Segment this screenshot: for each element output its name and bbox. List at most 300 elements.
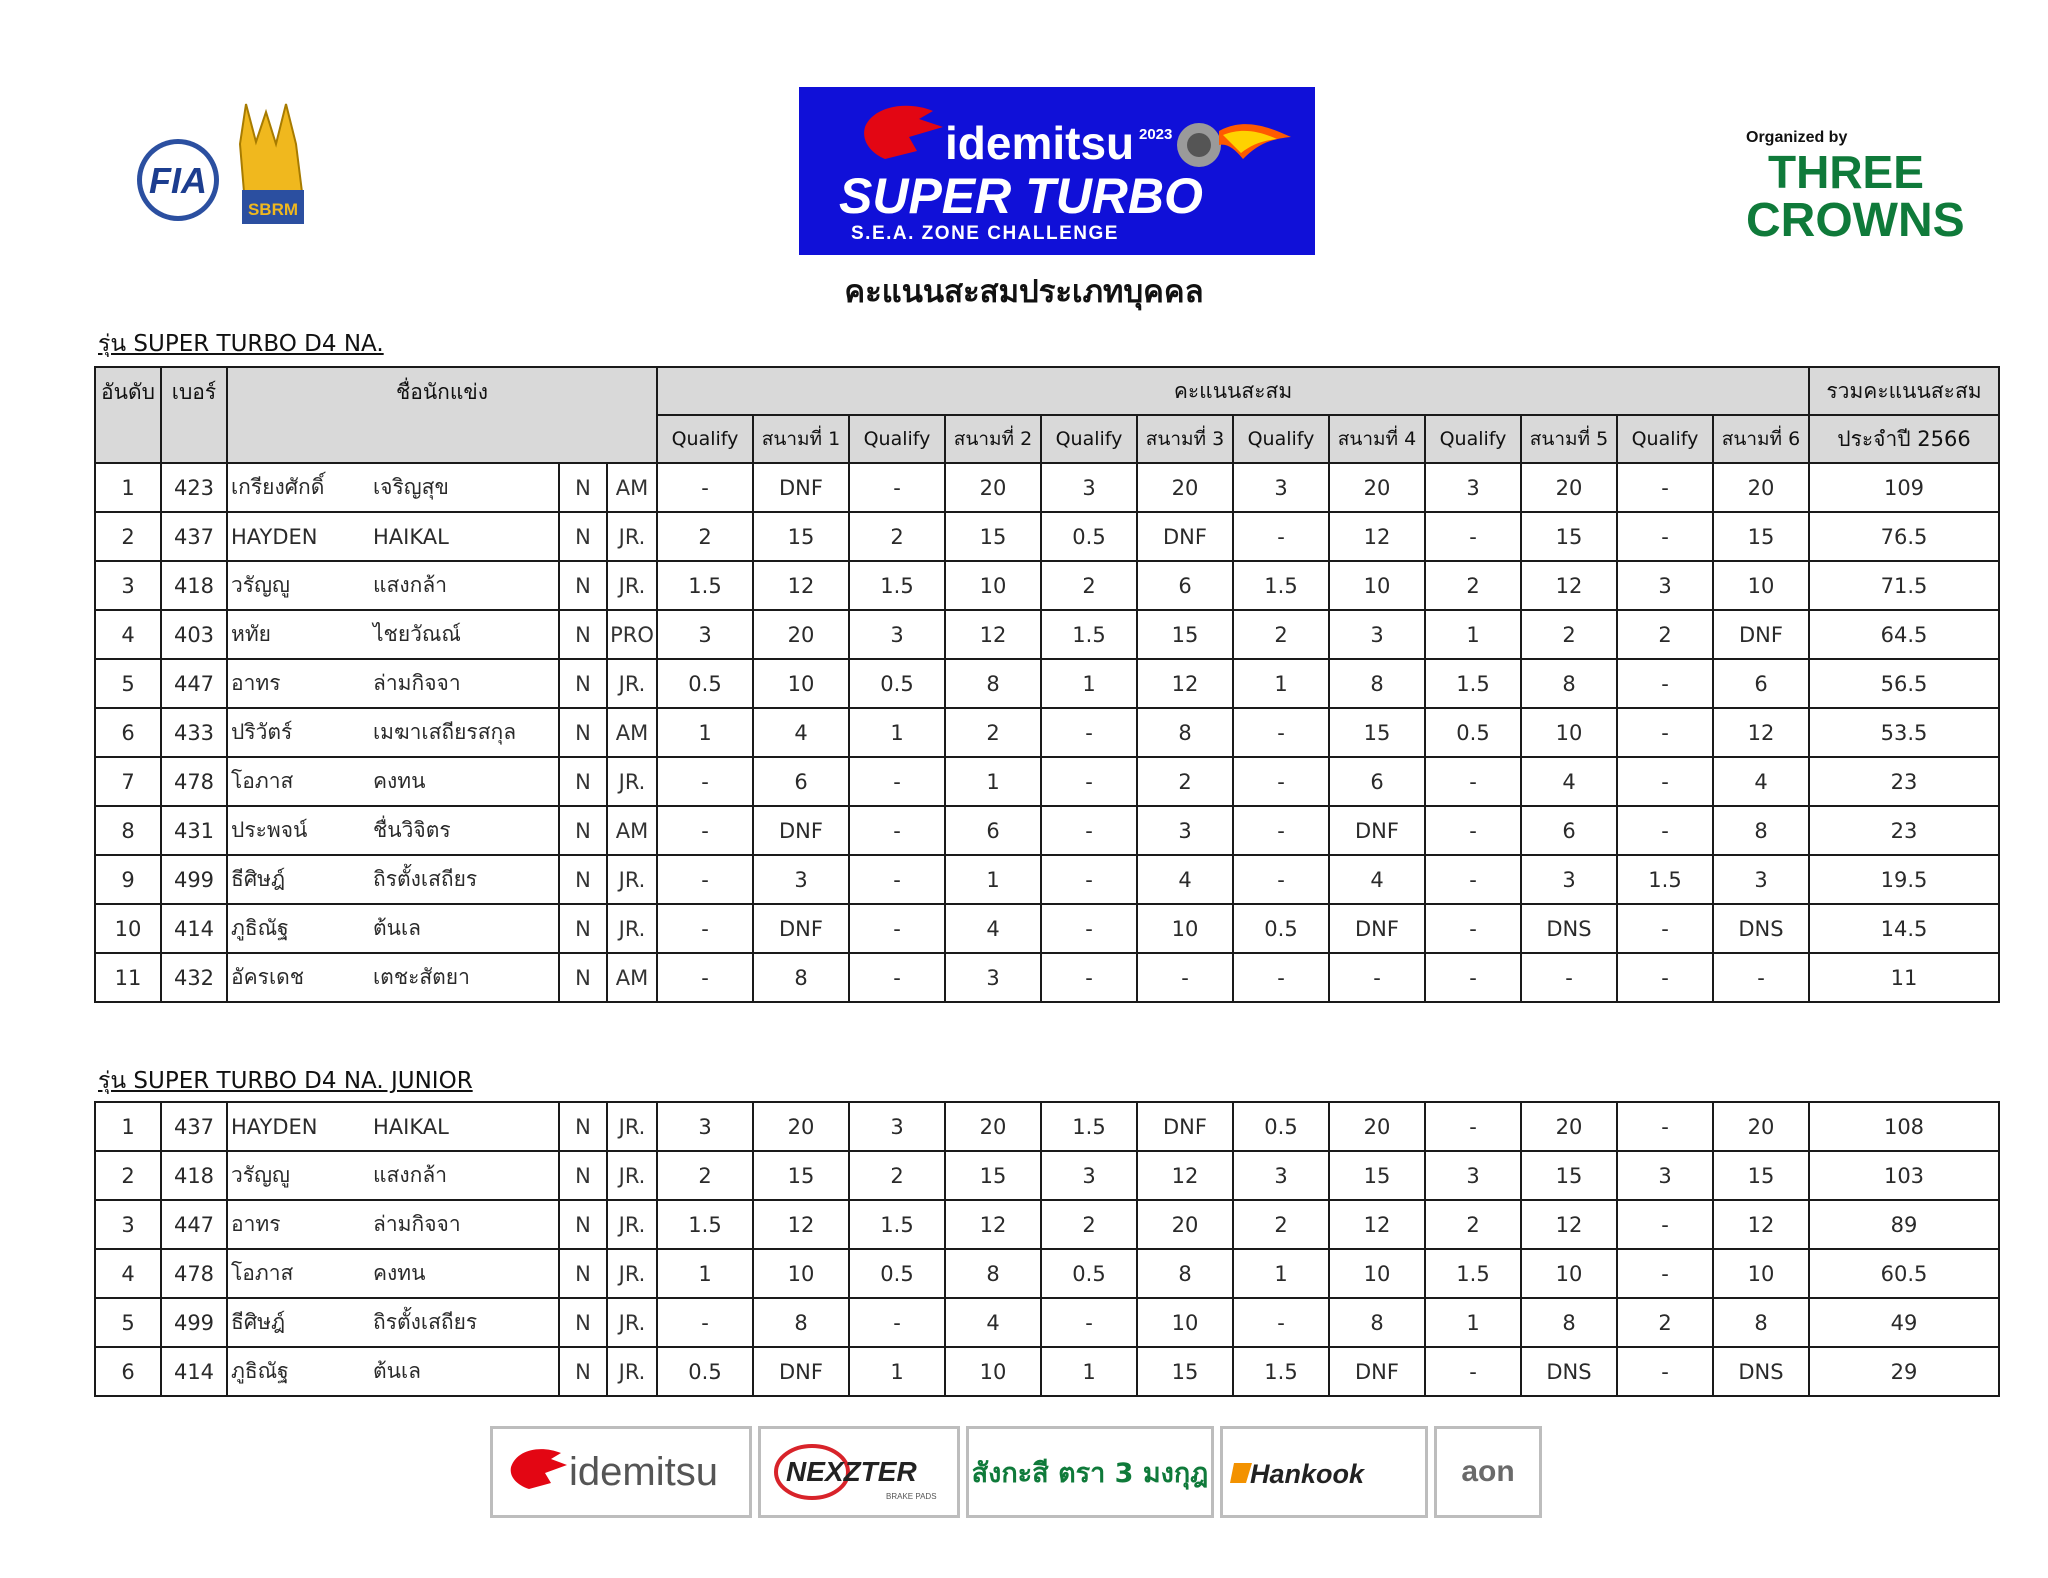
score-cell: 20: [1329, 1102, 1425, 1151]
score-cell: -: [1425, 757, 1521, 806]
rank-cell: 11: [95, 953, 161, 1002]
hankook-h-icon: [1230, 1463, 1252, 1483]
page-title: คะแนนสะสมประเภทบุคคล: [844, 274, 1204, 310]
first-name-cell: โอภาส: [227, 757, 367, 806]
total-cell: 109: [1809, 463, 1999, 512]
score-cell: 0.5: [1425, 708, 1521, 757]
score-cell: 20: [1137, 1200, 1233, 1249]
fia-logo: [137, 139, 219, 221]
nationality-cell: N: [559, 904, 607, 953]
score-cell: -: [849, 904, 945, 953]
score-cell: -: [1041, 855, 1137, 904]
table-row: [95, 1347, 1999, 1396]
score-cell: DNS: [1521, 1347, 1617, 1396]
score-cell: 20: [945, 1102, 1041, 1151]
last-name-cell: คงทน: [367, 1249, 559, 1298]
score-cell: 3: [849, 610, 945, 659]
rank-cell: 1: [95, 463, 161, 512]
sponsor-nexzter: [758, 1426, 960, 1518]
category-cell: JR.: [607, 855, 657, 904]
score-cell: 20: [1713, 1102, 1809, 1151]
score-cell: -: [1041, 904, 1137, 953]
score-cell: -: [1713, 953, 1809, 1002]
last-name-cell: ล่ามกิจจา: [367, 659, 559, 708]
class-title-d4-na-junior: รุ่น SUPER TURBO D4 NA. JUNIOR: [98, 1068, 473, 1094]
column-header-race-8: Qualify: [1425, 415, 1521, 463]
category-cell: JR.: [607, 1249, 657, 1298]
score-cell: 10: [1521, 708, 1617, 757]
last-name-cell: ชื่นวิจิตร: [367, 806, 559, 855]
score-cell: DNS: [1713, 904, 1809, 953]
last-name-cell: ล่ามกิจจา: [367, 1200, 559, 1249]
score-cell: -: [1041, 708, 1137, 757]
column-header-number: เบอร์: [161, 367, 227, 463]
table-row: [95, 757, 1999, 806]
number-cell: 478: [161, 757, 227, 806]
number-cell: 478: [161, 1249, 227, 1298]
number-cell: 418: [161, 561, 227, 610]
rank-cell: 6: [95, 1347, 161, 1396]
number-cell: 403: [161, 610, 227, 659]
score-cell: 1.5: [1233, 561, 1329, 610]
category-cell: AM: [607, 708, 657, 757]
score-cell: -: [1425, 806, 1521, 855]
score-cell: 8: [753, 953, 849, 1002]
score-cell: DNF: [1329, 806, 1425, 855]
score-cell: -: [1329, 953, 1425, 1002]
score-cell: DNS: [1713, 1347, 1809, 1396]
number-cell: 499: [161, 1298, 227, 1347]
table-row: [95, 708, 1999, 757]
score-cell: 20: [753, 1102, 849, 1151]
score-cell: DNF: [753, 806, 849, 855]
svg-text:Organized by: Organized by: [1746, 129, 1848, 146]
turbo-flame-icon: [1177, 123, 1291, 167]
score-cell: 4: [945, 904, 1041, 953]
score-cell: -: [1425, 512, 1521, 561]
score-cell: -: [1233, 512, 1329, 561]
total-cell: 71.5: [1809, 561, 1999, 610]
score-cell: -: [849, 855, 945, 904]
score-cell: 12: [945, 610, 1041, 659]
score-cell: -: [657, 1298, 753, 1347]
category-cell: JR.: [607, 1151, 657, 1200]
rank-cell: 5: [95, 659, 161, 708]
first-name-cell: ธีศิษฎ์: [227, 855, 367, 904]
rank-cell: 10: [95, 904, 161, 953]
score-cell: 2: [657, 512, 753, 561]
last-name-cell: คงทน: [367, 757, 559, 806]
score-cell: 10: [1521, 1249, 1617, 1298]
column-header-race-10: Qualify: [1617, 415, 1713, 463]
score-cell: DNS: [1521, 904, 1617, 953]
score-cell: -: [1425, 953, 1521, 1002]
score-cell: 2: [1617, 610, 1713, 659]
score-cell: 10: [945, 1347, 1041, 1396]
rank-cell: 6: [95, 708, 161, 757]
nationality-cell: N: [559, 708, 607, 757]
column-header-name: ชื่อนักแข่ง: [227, 367, 657, 463]
score-cell: 8: [1521, 659, 1617, 708]
svg-text:BRAKE PADS: BRAKE PADS: [886, 1492, 937, 1501]
first-name-cell: ภูธิณัฐ: [227, 1347, 367, 1396]
score-cell: 15: [753, 512, 849, 561]
sponsor-three-crowns-label: สังกะสี ตรา 3 มงกุฎ: [971, 1457, 1209, 1489]
score-cell: 1: [1041, 659, 1137, 708]
svg-text:THREE: THREE: [1768, 146, 1924, 198]
score-cell: 15: [1713, 1151, 1809, 1200]
score-cell: -: [849, 953, 945, 1002]
score-cell: -: [1425, 855, 1521, 904]
score-cell: -: [1137, 953, 1233, 1002]
column-header-race-3: สนามที่ 2: [945, 415, 1041, 463]
score-cell: DNF: [1713, 610, 1809, 659]
score-cell: 0.5: [849, 1249, 945, 1298]
score-cell: 2: [1521, 610, 1617, 659]
svg-text:S.E.A. ZONE CHALLENGE: S.E.A. ZONE CHALLENGE: [851, 223, 1119, 244]
score-cell: 10: [945, 561, 1041, 610]
number-cell: 414: [161, 904, 227, 953]
column-header-race-5: สนามที่ 3: [1137, 415, 1233, 463]
score-cell: 6: [753, 757, 849, 806]
number-cell: 423: [161, 463, 227, 512]
header-row-top: [95, 367, 1999, 415]
rank-cell: 7: [95, 757, 161, 806]
score-cell: 2: [1233, 1200, 1329, 1249]
score-cell: 8: [1713, 1298, 1809, 1347]
first-name-cell: ปริวัตร์: [227, 708, 367, 757]
score-cell: 15: [1521, 512, 1617, 561]
score-cell: 12: [1713, 708, 1809, 757]
category-cell: AM: [607, 806, 657, 855]
number-cell: 437: [161, 1102, 227, 1151]
score-cell: 3: [945, 953, 1041, 1002]
score-cell: 20: [1137, 463, 1233, 512]
score-cell: 8: [1329, 1298, 1425, 1347]
score-cell: 3: [1137, 806, 1233, 855]
score-cell: 3: [657, 1102, 753, 1151]
federation-logos: [96, 82, 336, 232]
score-cell: -: [1617, 1249, 1713, 1298]
standings-table-d4-na: [94, 366, 2000, 1003]
category-cell: JR.: [607, 561, 657, 610]
total-cell: 49: [1809, 1298, 1999, 1347]
score-cell: -: [1425, 904, 1521, 953]
score-cell: 6: [1329, 757, 1425, 806]
score-cell: -: [657, 806, 753, 855]
score-cell: 0.5: [657, 1347, 753, 1396]
score-cell: 4: [1521, 757, 1617, 806]
score-cell: 2: [1041, 1200, 1137, 1249]
score-cell: -: [1521, 953, 1617, 1002]
score-cell: 15: [1713, 512, 1809, 561]
score-cell: 8: [945, 659, 1041, 708]
score-cell: 1.5: [1425, 1249, 1521, 1298]
score-cell: 3: [1425, 463, 1521, 512]
number-cell: 431: [161, 806, 227, 855]
rank-cell: 4: [95, 610, 161, 659]
event-logo: [799, 87, 1315, 255]
score-cell: 4: [1329, 855, 1425, 904]
score-cell: -: [657, 953, 753, 1002]
score-cell: DNF: [753, 904, 849, 953]
rank-cell: 1: [95, 1102, 161, 1151]
total-cell: 64.5: [1809, 610, 1999, 659]
score-cell: 10: [753, 659, 849, 708]
score-cell: 20: [1521, 463, 1617, 512]
standings-table-d4-na-junior: [94, 1101, 2000, 1397]
score-cell: 8: [1137, 1249, 1233, 1298]
score-cell: 12: [1329, 1200, 1425, 1249]
nationality-cell: N: [559, 610, 607, 659]
total-cell: 108: [1809, 1102, 1999, 1151]
score-cell: DNF: [1137, 512, 1233, 561]
score-cell: -: [1617, 659, 1713, 708]
score-cell: -: [1233, 953, 1329, 1002]
sbrm-logo: [240, 104, 304, 224]
score-cell: -: [1617, 904, 1713, 953]
last-name-cell: เตชะสัตยา: [367, 953, 559, 1002]
score-cell: 3: [1233, 1151, 1329, 1200]
table-row: [95, 659, 1999, 708]
last-name-cell: HAIKAL: [367, 512, 559, 561]
number-cell: 437: [161, 512, 227, 561]
table-row: [95, 1151, 1999, 1200]
column-header-rank: อันดับ: [95, 367, 161, 463]
category-cell: AM: [607, 463, 657, 512]
score-cell: 12: [1137, 1151, 1233, 1200]
score-cell: 10: [1137, 1298, 1233, 1347]
score-cell: 12: [753, 561, 849, 610]
score-cell: 15: [1137, 1347, 1233, 1396]
column-header-race-4: Qualify: [1041, 415, 1137, 463]
score-cell: 10: [753, 1249, 849, 1298]
score-cell: 8: [753, 1298, 849, 1347]
sponsor-hankook: [1220, 1426, 1428, 1518]
score-cell: 12: [753, 1200, 849, 1249]
score-cell: 2: [1137, 757, 1233, 806]
last-name-cell: แสงกล้า: [367, 561, 559, 610]
score-cell: 1: [1233, 659, 1329, 708]
number-cell: 447: [161, 1200, 227, 1249]
score-cell: 1.5: [657, 561, 753, 610]
rank-cell: 3: [95, 561, 161, 610]
total-cell: 19.5: [1809, 855, 1999, 904]
score-cell: 15: [1137, 610, 1233, 659]
rank-cell: 8: [95, 806, 161, 855]
score-cell: 2: [1425, 1200, 1521, 1249]
score-cell: 1.5: [657, 1200, 753, 1249]
score-cell: 6: [945, 806, 1041, 855]
table-row: [95, 1249, 1999, 1298]
score-cell: 15: [945, 1151, 1041, 1200]
score-cell: 12: [1137, 659, 1233, 708]
last-name-cell: HAIKAL: [367, 1102, 559, 1151]
sponsor-aon: [1434, 1426, 1542, 1518]
category-cell: JR.: [607, 512, 657, 561]
score-cell: 10: [1329, 561, 1425, 610]
score-cell: -: [849, 1298, 945, 1347]
score-cell: DNF: [1329, 1347, 1425, 1396]
nationality-cell: N: [559, 806, 607, 855]
table-row: [95, 1298, 1999, 1347]
score-cell: DNF: [1329, 904, 1425, 953]
score-cell: -: [657, 904, 753, 953]
score-cell: 3: [1617, 1151, 1713, 1200]
rank-cell: 2: [95, 512, 161, 561]
number-cell: 447: [161, 659, 227, 708]
score-cell: -: [1041, 757, 1137, 806]
score-cell: 3: [849, 1102, 945, 1151]
category-cell: JR.: [607, 1102, 657, 1151]
category-cell: JR.: [607, 1298, 657, 1347]
organizer-logo: [1740, 124, 1980, 244]
category-cell: JR.: [607, 904, 657, 953]
score-cell: 8: [945, 1249, 1041, 1298]
total-cell: 76.5: [1809, 512, 1999, 561]
score-cell: -: [1617, 757, 1713, 806]
score-cell: 2: [849, 512, 945, 561]
nationality-cell: N: [559, 1347, 607, 1396]
first-name-cell: โอภาส: [227, 1249, 367, 1298]
svg-text:2023: 2023: [1139, 126, 1173, 143]
table-row: [95, 610, 1999, 659]
score-cell: 15: [945, 512, 1041, 561]
score-cell: 3: [1617, 561, 1713, 610]
score-cell: 8: [1329, 659, 1425, 708]
score-cell: -: [1233, 708, 1329, 757]
score-cell: -: [1233, 757, 1329, 806]
table-row: [95, 806, 1999, 855]
score-cell: 0.5: [849, 659, 945, 708]
score-cell: 1: [849, 1347, 945, 1396]
total-cell: 23: [1809, 806, 1999, 855]
nationality-cell: N: [559, 1298, 607, 1347]
score-cell: 8: [1713, 806, 1809, 855]
score-cell: 1: [1041, 1347, 1137, 1396]
score-cell: 1.5: [1617, 855, 1713, 904]
score-cell: 1.5: [1233, 1347, 1329, 1396]
score-cell: -: [1425, 1347, 1521, 1396]
score-cell: -: [1617, 463, 1713, 512]
score-cell: 12: [1521, 561, 1617, 610]
score-cell: 2: [1617, 1298, 1713, 1347]
last-name-cell: ไชยวัณณ์: [367, 610, 559, 659]
score-cell: -: [1617, 1200, 1713, 1249]
score-cell: 2: [849, 1151, 945, 1200]
nationality-cell: N: [559, 512, 607, 561]
category-cell: AM: [607, 953, 657, 1002]
first-name-cell: HAYDEN: [227, 1102, 367, 1151]
column-header-total-year: ประจำปี 2566: [1809, 415, 1999, 463]
nationality-cell: N: [559, 1200, 607, 1249]
last-name-cell: ต้นเล: [367, 1347, 559, 1396]
rank-cell: 5: [95, 1298, 161, 1347]
score-cell: -: [657, 757, 753, 806]
nationality-cell: N: [559, 757, 607, 806]
column-header-points: คะแนนสะสม: [657, 367, 1809, 415]
last-name-cell: เจริญสุข: [367, 463, 559, 512]
table-row: [95, 463, 1999, 512]
score-cell: 10: [1329, 1249, 1425, 1298]
nationality-cell: N: [559, 561, 607, 610]
first-name-cell: วรัญญู: [227, 1151, 367, 1200]
score-cell: -: [1617, 708, 1713, 757]
score-cell: 3: [753, 855, 849, 904]
score-cell: 0.5: [1233, 904, 1329, 953]
last-name-cell: ถิรตั้งเสถียร: [367, 855, 559, 904]
total-cell: 56.5: [1809, 659, 1999, 708]
rank-cell: 3: [95, 1200, 161, 1249]
svg-text:FIA: FIA: [149, 160, 207, 201]
score-cell: 8: [1137, 708, 1233, 757]
score-cell: 1: [1233, 1249, 1329, 1298]
score-cell: 15: [1329, 708, 1425, 757]
score-cell: -: [657, 855, 753, 904]
first-name-cell: หทัย: [227, 610, 367, 659]
score-cell: 6: [1521, 806, 1617, 855]
score-cell: 3: [1041, 1151, 1137, 1200]
score-cell: -: [1617, 806, 1713, 855]
score-cell: 20: [1521, 1102, 1617, 1151]
score-cell: -: [1617, 512, 1713, 561]
score-cell: -: [1041, 953, 1137, 1002]
total-cell: 14.5: [1809, 904, 1999, 953]
score-cell: 10: [1713, 1249, 1809, 1298]
score-cell: 3: [1521, 855, 1617, 904]
rank-cell: 4: [95, 1249, 161, 1298]
score-cell: 1: [849, 708, 945, 757]
first-name-cell: วรัญญู: [227, 561, 367, 610]
score-cell: -: [1233, 1298, 1329, 1347]
score-cell: 0.5: [1041, 1249, 1137, 1298]
score-cell: 3: [1425, 1151, 1521, 1200]
score-cell: 4: [753, 708, 849, 757]
number-cell: 433: [161, 708, 227, 757]
table-row: [95, 855, 1999, 904]
score-cell: 3: [1329, 610, 1425, 659]
last-name-cell: ต้นเล: [367, 904, 559, 953]
total-cell: 11: [1809, 953, 1999, 1002]
last-name-cell: แสงกล้า: [367, 1151, 559, 1200]
score-cell: DNF: [1137, 1102, 1233, 1151]
last-name-cell: เมฆาเสถียรสกุล: [367, 708, 559, 757]
column-header-race-2: Qualify: [849, 415, 945, 463]
column-header-race-9: สนามที่ 5: [1521, 415, 1617, 463]
svg-text:idemitsu: idemitsu: [569, 1450, 718, 1494]
score-cell: 1.5: [1041, 610, 1137, 659]
score-cell: DNF: [753, 1347, 849, 1396]
table-row: [95, 1102, 1999, 1151]
first-name-cell: เกรียงศักดิ์: [227, 463, 367, 512]
svg-text:SBRM: SBRM: [247, 200, 299, 219]
score-cell: 12: [945, 1200, 1041, 1249]
score-cell: -: [1041, 1298, 1137, 1347]
score-cell: 1.5: [849, 1200, 945, 1249]
score-cell: 4: [1713, 757, 1809, 806]
score-cell: 0.5: [1041, 512, 1137, 561]
column-header-race-1: สนามที่ 1: [753, 415, 849, 463]
column-header-total: รวมคะแนนสะสม: [1809, 367, 1999, 415]
score-cell: 20: [945, 463, 1041, 512]
first-name-cell: อาทร: [227, 1200, 367, 1249]
last-name-cell: ถิรตั้งเสถียร: [367, 1298, 559, 1347]
first-name-cell: ธีศิษฎ์: [227, 1298, 367, 1347]
nationality-cell: N: [559, 855, 607, 904]
nationality-cell: N: [559, 463, 607, 512]
total-cell: 60.5: [1809, 1249, 1999, 1298]
score-cell: -: [1425, 1102, 1521, 1151]
